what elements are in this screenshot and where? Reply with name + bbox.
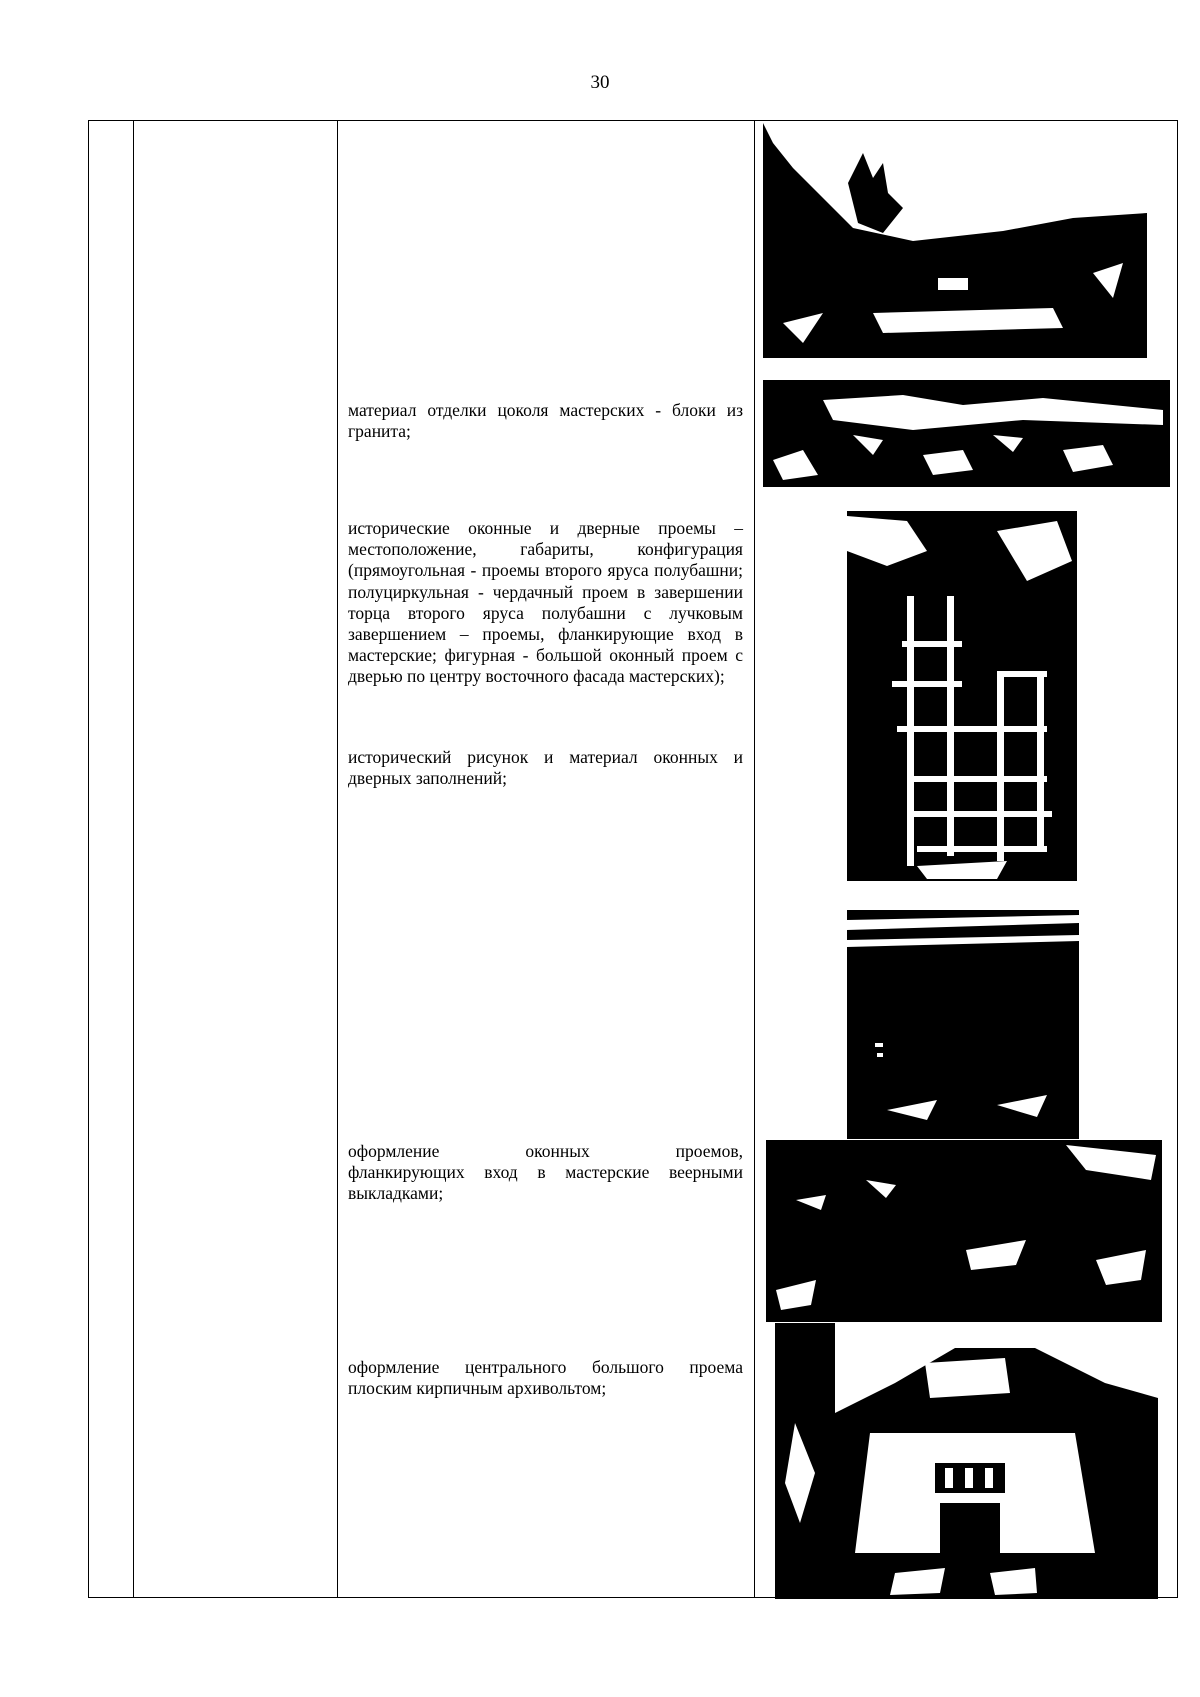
- item-text-fan-masonry: [348, 1141, 743, 1205]
- item-text-fillings: исторический рисунок и материал оконных и дверных заполнений;: [348, 747, 743, 789]
- item-text-fan-masonry-line1: оформление оконных проемов,: [348, 1141, 743, 1161]
- column-divider-1: [133, 121, 134, 1597]
- building-roof-photo: [763, 123, 1147, 358]
- arched-window-photo: [847, 905, 1079, 1139]
- item-text-plinth: материал отделки цоколя мастерских - блоки из гранита;: [348, 400, 743, 442]
- column-divider-3: [754, 121, 755, 1597]
- window-frame-photo: [847, 511, 1077, 881]
- column-divider-2: [337, 121, 338, 1597]
- item-text-fan-masonry-line2: фланкирующих вход в мастерские веерными выкладками;: [348, 1162, 743, 1204]
- central-opening-photo: [775, 1323, 1158, 1599]
- item-text-openings: исторические оконные и дверные проемы – местоположение, габариты, конфигурация (прямоугольная - проемы второго яруса полубашни; полуциркульная - чердачный проем в завершении торца второго яруса полубашни с лучковым завершением – проемы, фланкирующие вход в мастерские; фигурная - большой оконный проем с дверью по центру восточного фасада мастерских);: [348, 518, 743, 687]
- fan-masonry-photo: [766, 1140, 1162, 1322]
- granite-plinth-photo: [763, 380, 1170, 487]
- item-text-archivolt: оформление центрального большого проема плоским кирпичным архивольтом;: [348, 1357, 743, 1399]
- page-number: 30: [590, 72, 610, 93]
